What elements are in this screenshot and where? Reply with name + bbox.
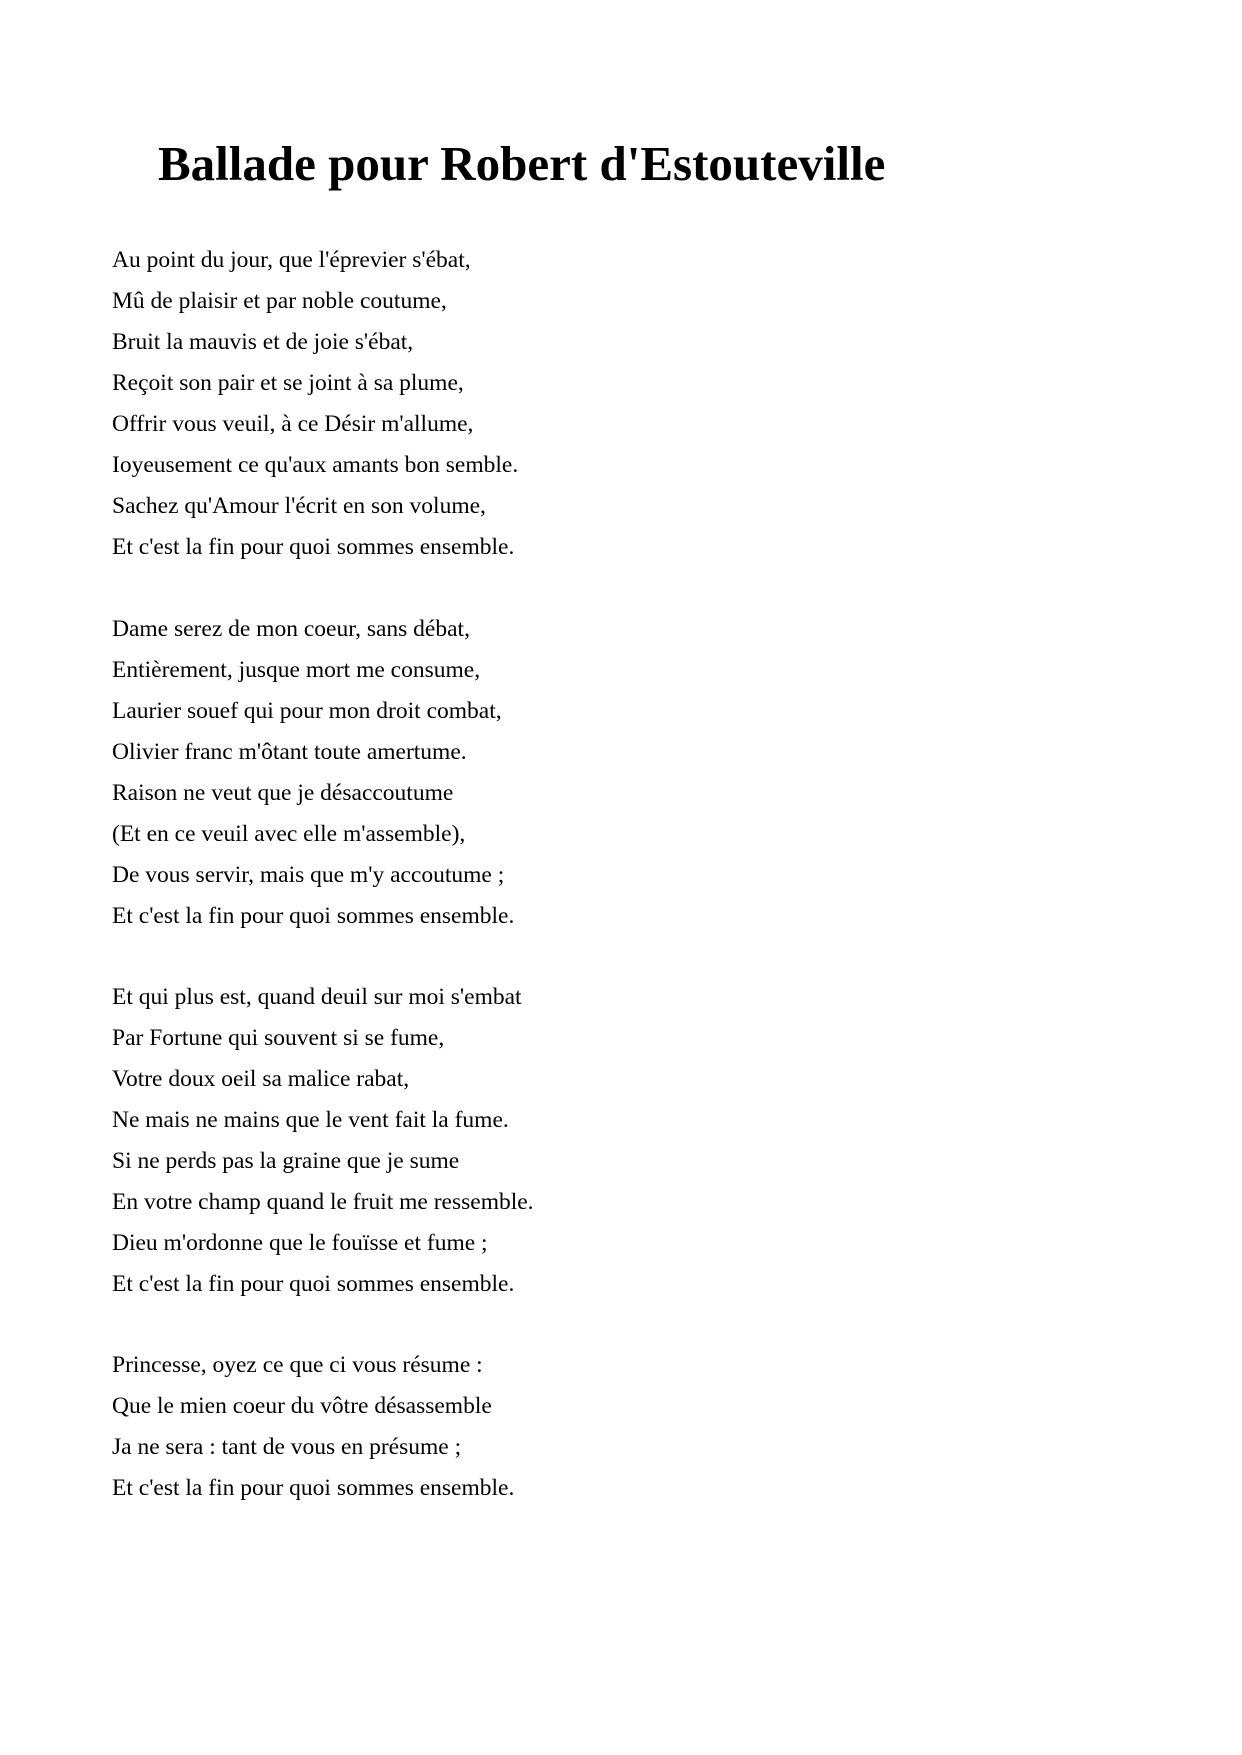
verse-line: Offrir vous veuil, à ce Désir m'allume,: [112, 411, 474, 437]
verse-line: Entièrement, jusque mort me consume,: [112, 657, 481, 683]
stanza: [112, 977, 534, 1305]
envoi-stanza: [112, 1345, 514, 1509]
verse-line: Ja ne sera : tant de vous en présume ;: [112, 1434, 462, 1460]
refrain-line: Et c'est la fin pour quoi sommes ensemble.: [112, 1475, 515, 1501]
verse-line: Que le mien coeur du vôtre désassemble: [112, 1393, 492, 1419]
stanza: [112, 609, 514, 937]
verse-line: Et qui plus est, quand deuil sur moi s'embat: [112, 984, 522, 1010]
verse-line: Reçoit son pair et se joint à sa plume,: [112, 370, 464, 396]
verse-line: (Et en ce veuil avec elle m'assemble),: [112, 821, 466, 847]
verse-line: Raison ne veut que je désaccoutume: [112, 780, 454, 806]
verse-line: Votre doux oeil sa malice rabat,: [112, 1066, 410, 1092]
stanza: [112, 240, 518, 568]
verse-line: Mû de plaisir et par noble coutume,: [112, 288, 447, 314]
verse-line: Sachez qu'Amour l'écrit en son volume,: [112, 493, 486, 519]
verse-line: Au point du jour, que l'éprevier s'ébat,: [112, 247, 471, 273]
refrain-line: Et c'est la fin pour quoi sommes ensemble.: [112, 534, 515, 560]
verse-line: Olivier franc m'ôtant toute amertume.: [112, 739, 467, 765]
verse-line: Dame serez de mon coeur, sans débat,: [112, 616, 470, 642]
refrain-line: Et c'est la fin pour quoi sommes ensemble.: [112, 903, 515, 929]
verse-line: Ne mais ne mains que le vent fait la fume.: [112, 1107, 509, 1133]
verse-line: Ioyeusement ce qu'aux amants bon semble.: [112, 452, 519, 478]
verse-line: Laurier souef qui pour mon droit combat,: [112, 698, 502, 724]
refrain-line: Et c'est la fin pour quoi sommes ensemble.: [112, 1271, 515, 1297]
verse-line: Dieu m'ordonne que le fouïsse et fume ;: [112, 1230, 488, 1256]
verse-line: En votre champ quand le fruit me ressemble.: [112, 1189, 534, 1215]
verse-line: Si ne perds pas la graine que je sume: [112, 1148, 460, 1174]
verse-line: De vous servir, mais que m'y accoutume ;: [112, 862, 505, 888]
verse-line: Bruit la mauvis et de joie s'ébat,: [112, 329, 414, 355]
poem-title: Ballade pour Robert d'Estouteville: [158, 136, 886, 191]
verse-line: Par Fortune qui souvent si se fume,: [112, 1025, 445, 1051]
verse-line: Princesse, oyez ce que ci vous résume :: [112, 1352, 483, 1378]
